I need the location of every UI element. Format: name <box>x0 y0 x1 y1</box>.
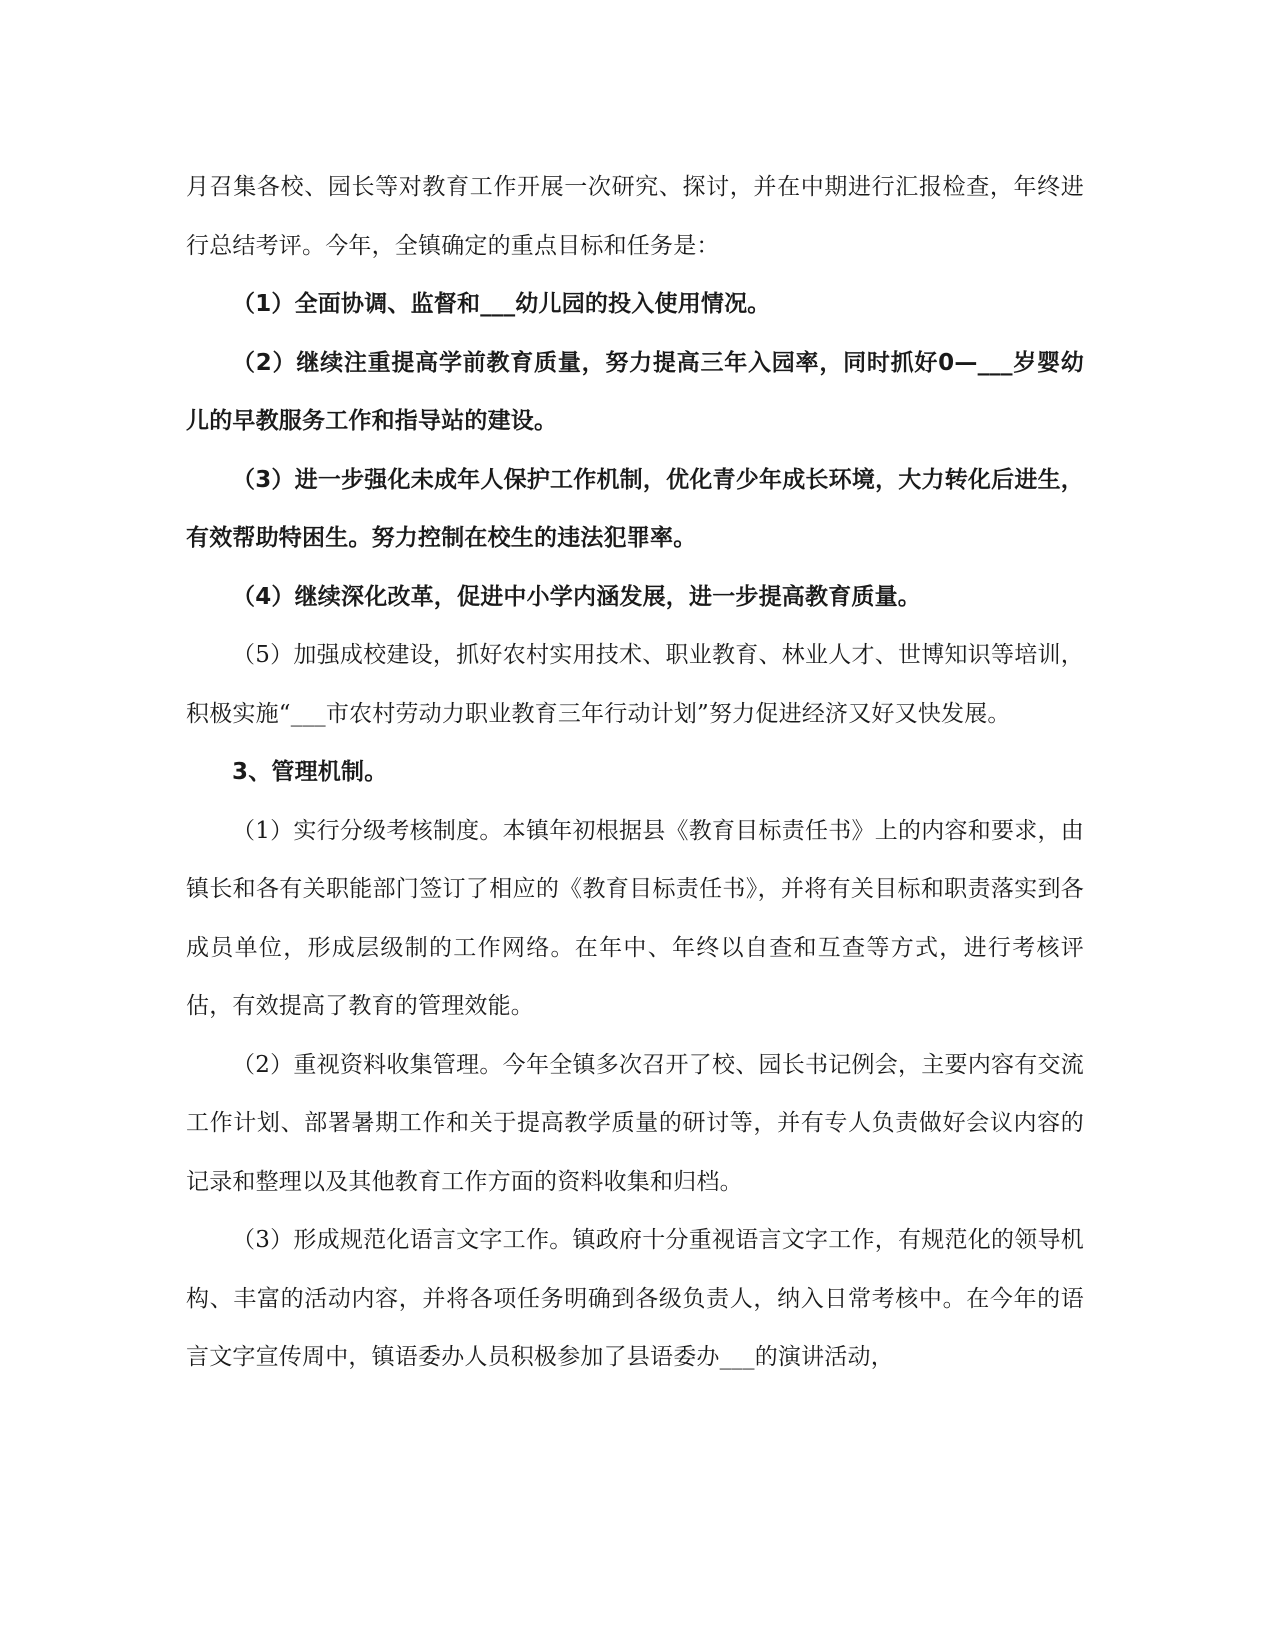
task-item-3: （3）进一步强化未成年人保护工作机制，优化青少年成长环境，大力转化后进生，有效帮助特困生。努力控制在校生的违法犯罪率。 <box>186 466 1084 551</box>
section-heading-management: 3、管理机制。 <box>232 759 388 785</box>
management-item-2: （2）重视资料收集管理。今年全镇多次召开了校、园长书记例会，主要内容有交流工作计划、部署暑期工作和关于提高教学质量的研讨等，并有专人负责做好会议内容的记录和整理以及其他教育工作方面的资料收集和归档。 <box>186 1051 1084 1195</box>
task-item-1: （1）全面协调、监督和___幼儿园的投入使用情况。 <box>232 291 771 317</box>
task-item-4: （4）继续深化改革，促进中小学内涵发展，进一步提高教育质量。 <box>232 583 922 610</box>
paragraph-intro-continued: 月召集各校、园长等对教育工作开展一次研究、探讨，并在中期进行汇报检查，年终进行总结考评。今年，全镇确定的重点目标和任务是： <box>186 174 1084 259</box>
task-item-5: （5）加强成校建设，抓好农村实用技术、职业教育、林业人才、世博知识等培训，积极实施“___市农村劳动力职业教育三年行动计划”努力促进经济又好又快发展。 <box>186 642 1084 727</box>
management-item-3: （3）形成规范化语言文字工作。镇政府十分重视语言文字工作，有规范化的领导机构、丰富的活动内容，并将各项任务明确到各级负责人，纳入日常考核中。在今年的语言文字宣传周中，镇语委办人员积极参加了县语委办___的演讲活动， <box>186 1227 1084 1370</box>
task-item-2: （2）继续注重提高学前教育质量，努力提高三年入园率，同时抓好0—___岁婴幼儿的早教服务工作和指导站的建设。 <box>186 349 1084 434</box>
management-item-1: （1）实行分级考核制度。本镇年初根据县《教育目标责任书》上的内容和要求，由镇长和各有关职能部门签订了相应的《教育目标责任书》，并将有关目标和职责落实到各成员单位，形成层级制的工作网络。在年中、年终以自查和互查等方式，进行考核评估，有效提高了教育的管理效能。 <box>186 817 1084 1019</box>
document-page <box>186 158 1084 1387</box>
